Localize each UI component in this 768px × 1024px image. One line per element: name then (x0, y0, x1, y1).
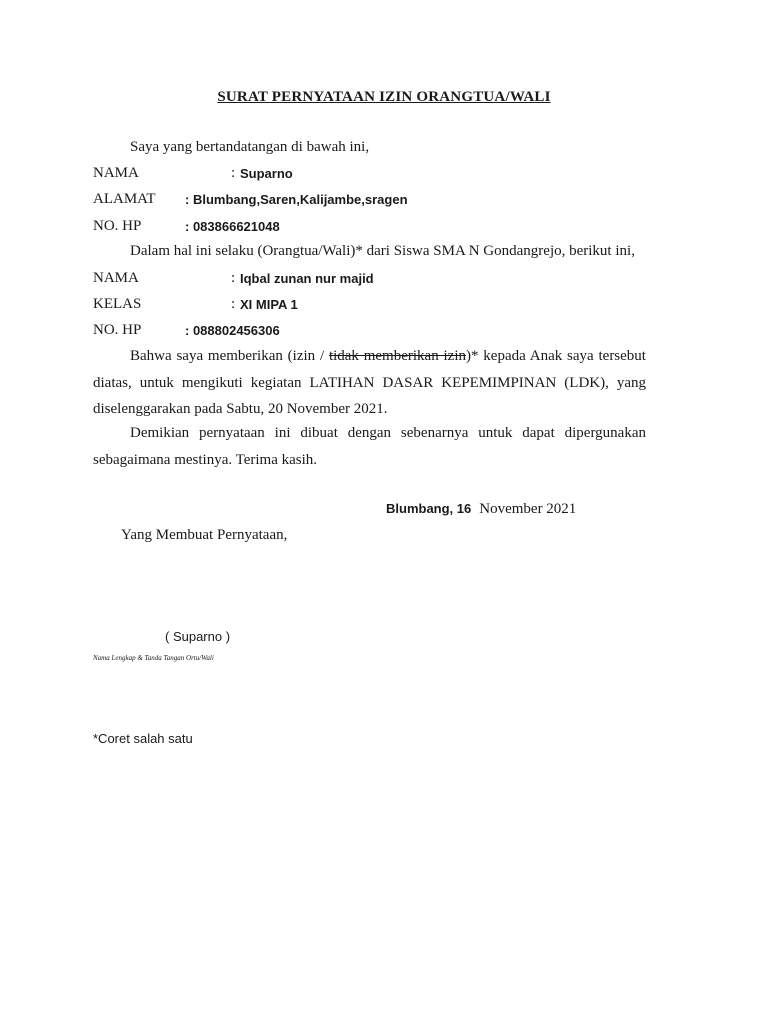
footnote: *Coret salah satu (93, 731, 193, 746)
permission-text-part2: )* kepada Anak saya tersebut diatas, untuk mengikuti kegiatan LATIHAN DASAR KEPEMIMPINAN (LDK), yang diselenggarakan pada Sabtu, 20 November 2021. (93, 348, 646, 417)
student-class-value: XI MIPA 1 (240, 297, 298, 312)
student-name-label: NAMA (93, 270, 139, 286)
student-class-colon: : (231, 296, 236, 312)
parent-address-label: ALAMAT (93, 191, 156, 207)
signature-caption: Nama Lengkap & Tanda Tangan Ortu/Wali (93, 654, 214, 662)
closing-paragraph: Demikian pernyataan ini dibuat dengan sebenarnya untuk dapat dipergunakan sebagaimana mestinya. Terima kasih. (93, 425, 646, 468)
parent-address-value: : Blumbang,Saren,Kalijambe,sragen (185, 192, 408, 207)
parent-phone-value: : 083866621048 (185, 219, 280, 234)
permission-text-part1: Bahwa saya memberikan (izin / (130, 348, 329, 364)
relation-text: Dalam hal ini selaku (Orangtua/Wali)* dari Siswa SMA N Gondangrejo, berikut ini, (130, 243, 635, 259)
permission-struck-option: tidak memberikan izin (328, 348, 466, 364)
signer-heading: Yang Membuat Pernyataan, (121, 527, 288, 543)
place-date (386, 500, 576, 518)
parent-phone-label: NO. HP (93, 218, 142, 234)
intro-text: Saya yang bertandatangan di bawah ini, (130, 139, 370, 155)
parent-name-colon: : (231, 165, 236, 181)
signature-name: ( Suparno ) (165, 629, 231, 644)
parent-name-label: NAMA (93, 165, 139, 181)
place-day: Blumbang, 16 (386, 501, 472, 516)
student-name-value: Iqbal zunan nur majid (240, 271, 374, 286)
student-class-label: KELAS (93, 296, 142, 312)
month-year: November 2021 (479, 501, 577, 517)
parent-name-value: Suparno (240, 166, 293, 181)
permission-paragraph (93, 343, 646, 423)
student-phone-value: : 088802456306 (185, 323, 280, 338)
student-name-colon: : (231, 270, 236, 286)
document-title: SURAT PERNYATAAN IZIN ORANGTUA/WALI (217, 89, 551, 105)
student-phone-label: NO. HP (93, 322, 142, 338)
